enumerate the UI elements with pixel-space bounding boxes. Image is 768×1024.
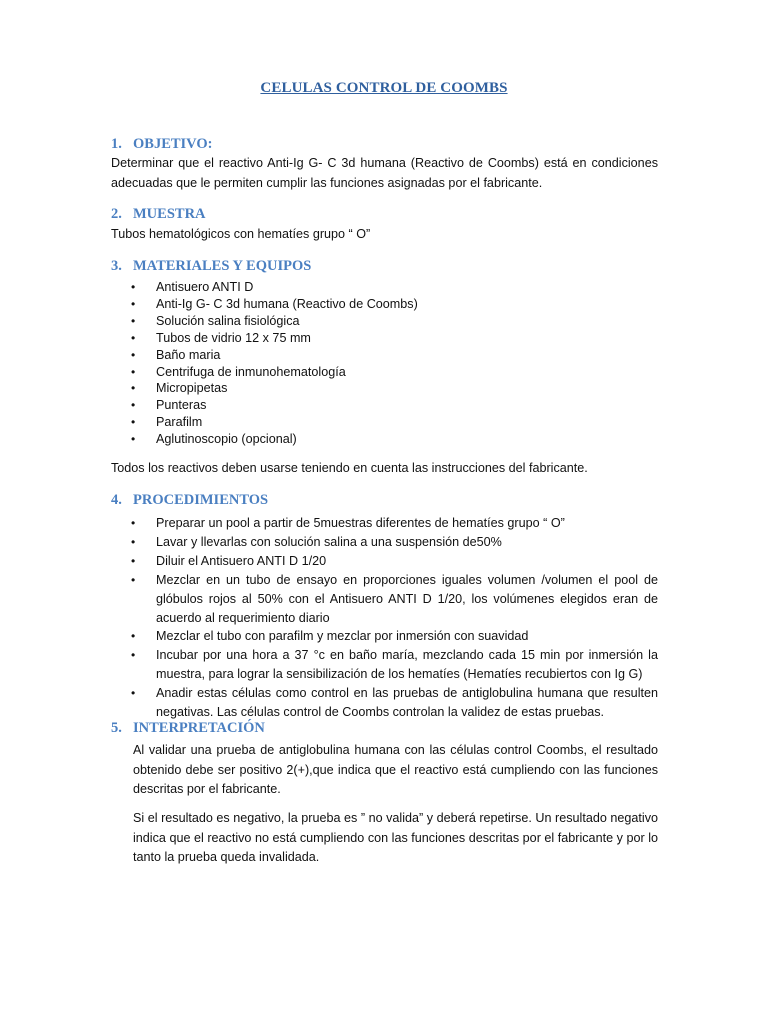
bullet-icon: • — [131, 364, 136, 379]
section-number: 3. — [111, 258, 122, 274]
section-number: 4. — [111, 492, 122, 508]
section-number: 1. — [111, 136, 122, 152]
bullet-icon: • — [131, 381, 136, 396]
list-item: • Punteras — [131, 398, 207, 413]
bullet-icon: • — [131, 347, 136, 362]
section-materiales-heading — [111, 258, 311, 275]
bullet-icon: • — [131, 686, 136, 701]
list-item: • Incubar por una hora a 37 °c en baño maría, mezclando cada 15 min por inmersión la muestra, para lograr la sensibilización de los hematíes (Hematíes recubiertos con Ig G) — [131, 648, 658, 682]
interpretacion-paragraph: Si el resultado es negativo, la prueba es ” no valida” y deberá repetirse. Un resultado negativo indica que el reactivo no está cumpliendo con las funciones descritas por el fabricante y por lo tanto la prueba queda invalidada. — [133, 811, 658, 864]
list-item: • Baño maria — [131, 347, 221, 362]
section-title: PROCEDIMIENTOS — [133, 492, 269, 508]
objetivo-text: Determinar que el reactivo Anti-Ig G- C 3d humana (Reactivo de Coombs) está en condiciones adecuadas que le permiten cumplir las funciones asignadas por el fabricante. — [111, 156, 658, 190]
list-item: • Diluir el Antisuero ANTI D 1/20 — [111, 552, 658, 571]
section-interpretacion-heading — [111, 720, 265, 737]
bullet-icon: • — [131, 330, 136, 345]
section-title: INTERPRETACIÓN — [133, 720, 265, 736]
list-item: • Anadir estas células como control en las pruebas de antiglobulina humana que resulten negativas. Las células control de Coombs controlan la validez de estas pruebas. — [131, 686, 658, 720]
bullet-icon: • — [131, 516, 136, 530]
materiales-note: Todos los reactivos deben usarse teniendo en cuenta las instrucciones del fabricante. — [111, 461, 588, 475]
section-muestra-heading — [111, 206, 206, 223]
bullet-icon: • — [131, 432, 136, 447]
list-item: • Mezclar en un tubo de ensayo en proporciones iguales volumen /volumen el pool de glóbulos rojos al 50% con el Antisuero ANTI D 1/20, los volúmenes elegidos eran de acuerdo al requerimiento diario — [131, 572, 658, 625]
list-item: • Micropipetas — [131, 381, 228, 396]
list-item: • Anti-Ig G- C 3d humana (Reactivo de Coombs) — [131, 296, 418, 311]
section-title: MUESTRA — [133, 206, 206, 222]
section-number: 2. — [111, 206, 122, 222]
section-objetivo-heading — [111, 136, 212, 153]
bullet-icon: • — [131, 313, 136, 328]
materiales-list — [111, 279, 418, 448]
section-procedimientos-heading — [111, 492, 268, 509]
section-title: OBJETIVO: — [133, 136, 213, 152]
bullet-icon: • — [131, 280, 136, 294]
list-item: • Lavar y llevarlas con solución salina a una suspensión de50% — [111, 533, 658, 552]
bullet-icon: • — [131, 398, 136, 413]
bullet-icon: • — [131, 629, 136, 644]
list-item: • Antisuero ANTI D — [131, 280, 254, 294]
document-title: CELULAS CONTROL DE COOMBS — [260, 80, 508, 96]
list-item: • Centrifuga de inmunohematología — [131, 364, 346, 379]
list-item: • Mezclar el tubo con parafilm y mezclar por inmersión con suavidad — [111, 627, 658, 646]
procedimientos-list — [111, 514, 658, 722]
section-number: 5. — [111, 720, 122, 736]
interpretacion-paragraph: Al validar una prueba de antiglobulina humana con las células control Coombs, el resultado obtenido debe ser positivo 2(+),que indica que el reactivo está cumpliendo con las funciones descritas por el fabricante. — [133, 743, 658, 796]
bullet-icon: • — [131, 534, 136, 549]
bullet-icon: • — [131, 415, 136, 430]
muestra-text: Tubos hematológicos con hematíes grupo “ O” — [111, 227, 371, 241]
bullet-icon: • — [131, 648, 136, 663]
list-item: • Solución salina fisiológica — [131, 313, 300, 328]
bullet-icon: • — [131, 296, 136, 311]
list-item: • Tubos de vidrio 12 x 75 mm — [131, 330, 311, 345]
list-item: • Aglutinoscopio (opcional) — [131, 432, 297, 447]
bullet-icon: • — [131, 572, 136, 587]
bullet-icon: • — [131, 553, 136, 568]
section-title: MATERIALES Y EQUIPOS — [133, 258, 312, 274]
list-item: • Parafilm — [131, 415, 203, 430]
list-item: • Preparar un pool a partir de 5muestras diferentes de hematíes grupo “ O” — [111, 514, 658, 533]
